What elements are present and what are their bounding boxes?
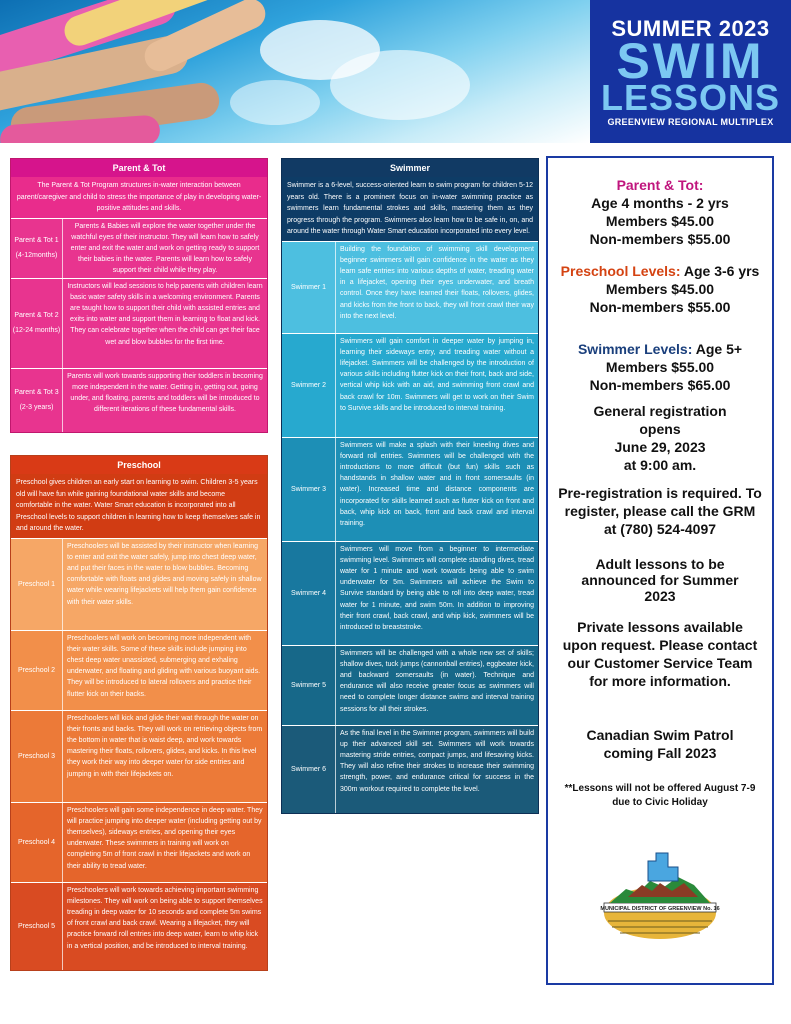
table-row: [11, 368, 267, 432]
level-description: Swimmers will gain comfort in deeper water by jumping in, learning their sideways entry, and treading water without a lifejacket. Swimmers will be challenged by the introduction of various skills including flutter kick on their front, back and side, vertical whip kick with an aid, and swimming front crawl and back crawl for 10m. Swimmers will get to work on their Swim to Survive skills and be introduced to interval training.: [336, 334, 538, 437]
level-name: Preschool 4: [11, 803, 63, 882]
level-description: Instructors will lead sessions to help parents with children learn basic water safety skills in a welcoming environment. Parents are taught how to support their child with assisted entries and exits into water and support them in learning to float and kick. They can celebrate together when the child can get their face wet and blow bubbles for the first time.: [63, 279, 267, 368]
swimmer-table: [281, 158, 539, 814]
table-row: [11, 882, 267, 970]
table-row: [282, 541, 538, 645]
registration-info: [552, 402, 768, 474]
logo-text: MUNICIPAL DISTRICT OF GREENVIEW No. 16: [600, 906, 720, 912]
level-name: Parent & Tot 3: [14, 389, 59, 396]
level-age: (4-12months): [15, 252, 58, 259]
title-summer: SUMMER 2023: [611, 16, 770, 41]
level-cell: [11, 279, 63, 368]
parent-tot-pricing: [552, 176, 768, 248]
registration-line: opens: [639, 421, 681, 437]
registration-line: June 29, 2023: [614, 439, 706, 455]
level-description: Parents will work towards supporting their toddlers in becoming more independent in the water. Getting in, getting out, going under, and floating, parents and toddlers will be introduced to different iterations of these fundamental skills.: [63, 369, 267, 432]
parent-tot-members: Members $45.00: [605, 213, 715, 229]
logo-map: [648, 853, 678, 881]
level-name: Swimmer 1: [282, 242, 336, 333]
parent-tot-nonmembers: Non-members $55.00: [589, 231, 731, 247]
preschool-members: Members $45.00: [605, 281, 715, 297]
level-description: Preschoolers will work towards achieving important swimming milestones. They will work on being able to support themselves treading in deep water for 10 seconds and complete 5m swims of front crawl and back crawl. Wearing a lifejacket, they will practice forward roll entries into deep water, learn to whip kick in a vertical position, and be introduced to interval training.: [63, 883, 267, 970]
table-row: [282, 241, 538, 333]
table-row: [11, 802, 267, 882]
level-name: Preschool 3: [11, 711, 63, 802]
preschool-label: Preschool Levels:: [560, 263, 681, 279]
level-description: Swimmers will move from a beginner to intermediate swimming level. Swimmers will complete standing dives, tread water for 1 minute and work towards being able to swim underwater for 5m. Swimmers will achieve the Swim to Survive standard by being able to roll into deep water, tread water for 1 minute, and swim 50m. In addition to improving their front crawl, back crawl, and whip kick, swimmers will be introduced to breaststroke.: [336, 542, 538, 645]
level-description: Preschoolers will work on becoming more independent with their water skills. Some of these skills include jumping into chest deep water unassisted, submerging and exhaling underwater, and floating and gliding with various buoyant aids. They will be introduced to lateral rollovers and practice their flutter kick on their backs.: [63, 631, 267, 710]
preschool-intro: Preschool gives children an early start on learning to swim. Children 3-5 years old will have fun while gaining foundational water skills and become comfortable in the water. Water Smart education is incorporated into all Preschool levels to support children in learning how to keep themselves safe in and around the water.: [11, 474, 267, 538]
level-cell: [11, 369, 63, 432]
table-row: [11, 630, 267, 710]
level-name: Preschool 5: [11, 883, 63, 970]
table-row: [282, 645, 538, 725]
preschool-pricing: [552, 262, 768, 316]
parent-tot-label: Parent & Tot:: [616, 177, 704, 193]
table-row: [11, 278, 267, 368]
table-row: [282, 437, 538, 541]
parent-tot-heading: Parent & Tot: [11, 159, 267, 177]
preregistration-note: Pre-registration is required. To register, please call the GRM at (780) 524-4097: [558, 485, 762, 537]
preschool-heading: Preschool: [11, 456, 267, 474]
swimmer-intro: Swimmer is a 6-level, success-oriented learn to swim program for children 5-12 years old. There is a prominent focus on in-water swimming practice as swimmers learn fundamental strokes and skills, mastering them as they progress through the program. Swimmers also learn how to be safe in, on, and around the water through Water Smart education incorporated into every level.: [282, 177, 538, 241]
holiday-notice: **Lessons will not be offered August 7-9 due to Civic Holiday: [564, 783, 756, 808]
level-description: Parents & Babies will explore the water together under the watchful eyes of their instructor. They will learn how to safely enter and exit the water and work on getting ready to support their babies in the water. Parents will learn how to safely support their child while they play.: [63, 219, 267, 278]
level-description: Swimmers will be challenged with a whole new set of skills; shallow dives, tuck jumps (cannonball entries), eggbeater kick, and backward somersaults (in water). Technique and endurance will also receive greater focus as swimmers will need to complete longer distance swims and interval training sessions for all their strokes.: [336, 646, 538, 725]
level-name: Preschool 2: [11, 631, 63, 710]
preschool-nonmembers: Non-members $55.00: [589, 299, 731, 315]
level-name: Preschool 1: [11, 539, 63, 630]
level-description: Preschoolers will be assisted by their instructor when learning to enter and exit the water safely, jump into chest deep water, and put their faces in the water to blow bubbles. Becoming comfortable with floats and glides and moving safely in shallow water while wearing lifejackets will help them gain confidence with their water skills.: [63, 539, 267, 630]
swimmer-pricing: [552, 340, 768, 394]
hero-photo: [0, 0, 591, 143]
level-description: Preschoolers will gain some independence in deep water. They will practice jumping into deeper water (including getting out by themselves), sideways entries, and opening their eyes underwater. These swimmers in training will work on completing 5m of front crawl in their lifejackets and work on their ability to tread water.: [63, 803, 267, 882]
level-name: Swimmer 3: [282, 438, 336, 541]
level-cell: [11, 219, 63, 278]
md-greenview-logo: [598, 841, 722, 941]
adult-lessons-note: Adult lessons to be announced for Summer 2023: [581, 556, 739, 604]
registration-line: General registration: [593, 403, 727, 419]
level-name: Swimmer 4: [282, 542, 336, 645]
table-row: [11, 710, 267, 802]
parent-tot-table: [10, 158, 268, 433]
swim-patrol-note: Canadian Swim Patrol coming Fall 2023: [586, 727, 734, 761]
swimmer-age: Age 5+: [692, 341, 743, 357]
level-name: Swimmer 2: [282, 334, 336, 437]
private-lessons-note: Private lessons available upon request. Please contact our Customer Service Team for more information.: [562, 619, 758, 689]
level-name: Parent & Tot 2: [14, 312, 59, 319]
swimmer-label: Swimmer Levels:: [577, 341, 693, 357]
level-description: Building the foundation of swimming skill development beginner swimmers will gain confidence in the water as they learn safe entries into various depths of water, treading water in a lifejacket, opening their eyes underwater, and breath control. Once they have learned their floats, rollovers, glides, and kicks from the front to back, they will front crawl their way into the next level.: [336, 242, 538, 333]
level-description: As the final level in the Swimmer program, swimmers will build up their advanced skill set. Swimmers will work towards mastering stride entries, compact jumps, and lifesaving kicks. They will also refine their strokes to increase their swimming strength, power, and endurance critical for success in the 300m workout required to complete the level.: [336, 726, 538, 813]
title-panel: [590, 0, 791, 143]
swimmer-members: Members $55.00: [605, 359, 715, 375]
table-row: [11, 538, 267, 630]
level-age: (2-3 years): [19, 404, 54, 411]
table-row: [282, 333, 538, 437]
swimmer-heading: Swimmer: [282, 159, 538, 177]
swimmer-nonmembers: Non-members $65.00: [589, 377, 731, 393]
preschool-age: Age 3-6 yrs: [680, 263, 760, 279]
level-description: Swimmers will make a splash with their kneeling dives and forward roll entries. Swimmers will be challenged with the introductions to more difficult (but fun) skills such as handstands in shallow water and in front somersaults (in water). Increased time and distance components are incorporated for skills learned such as flutter kick on front and back, whip kick on back, front and back crawl and interval training.: [336, 438, 538, 541]
level-name: Swimmer 6: [282, 726, 336, 813]
parent-tot-intro: The Parent & Tot Program structures in-water interaction between parent/caregiver and child to stress the importance of play in developing water-positive attitudes and skills.: [11, 177, 267, 218]
venue-name: GREENVIEW REGIONAL MULTIPLEX: [607, 117, 774, 127]
level-description: Preschoolers will kick and glide their wat through the water on their fronts and backs. They will work on retrieving objects from the bottom in water that is waist deep, and work towards mastering their floats, rollovers, glides, and kicks. In this level they work their way into deeper water for side entries and jumping in with their lifejackets on.: [63, 711, 267, 802]
level-age: (12-24 months): [12, 327, 61, 334]
preschool-table: [10, 455, 268, 971]
title-lessons: LESSONS: [600, 77, 781, 118]
level-name: Parent & Tot 1: [14, 237, 59, 244]
table-row: [282, 725, 538, 813]
table-row: [11, 218, 267, 278]
title-swim: SWIM: [616, 33, 765, 89]
parent-tot-age: Age 4 months - 2 yrs: [591, 195, 729, 211]
level-name: Swimmer 5: [282, 646, 336, 725]
registration-line: at 9:00 am.: [623, 457, 697, 473]
